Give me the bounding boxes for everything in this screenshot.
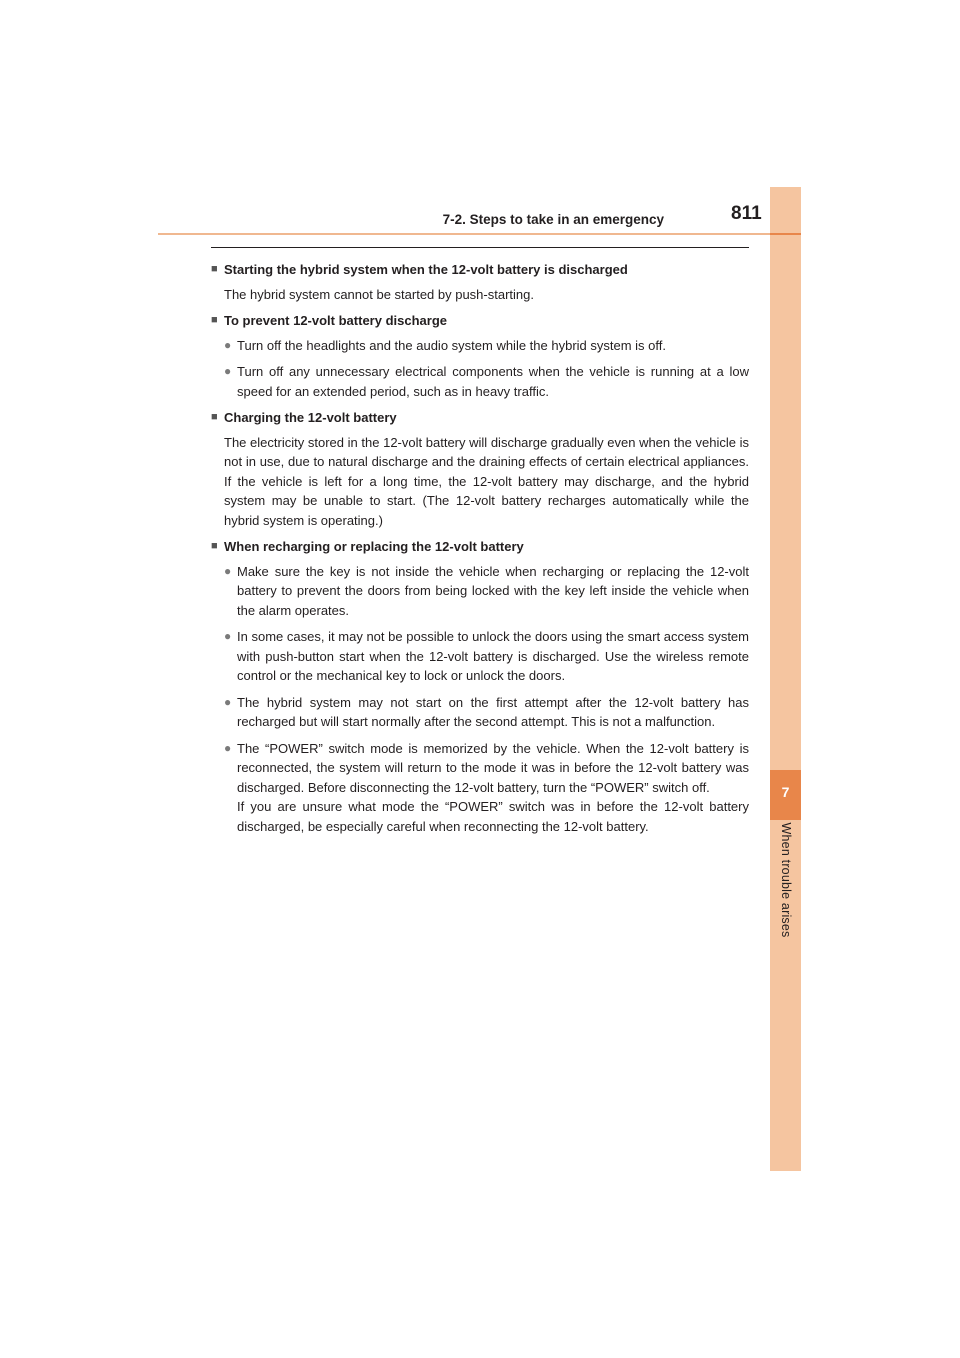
circle-bullet-icon: ● — [224, 694, 232, 709]
circle-bullet-icon: ● — [224, 563, 232, 578]
chapter-tab-strip — [770, 187, 801, 1171]
main-content — [211, 260, 749, 843]
list-item-text: Turn off any unnecessary electrical components when the vehicle is running at a low speed for an extended period, such as in heavy traffic. — [237, 364, 749, 399]
page-number: 811 — [731, 203, 762, 224]
list-item-text-continuation: If you are unsure what mode the “POWER” switch was in before the 12-volt battery discharged, be especially careful when reconnecting the 12-volt battery. — [237, 799, 749, 834]
square-bullet-icon: ■ — [211, 540, 218, 552]
list-item-text: Make sure the key is not inside the vehicle when recharging or replacing the 12-volt battery to prevent the doors from being locked with the key left inside the vehicle when the alarm operates. — [237, 563, 749, 618]
section-heading — [211, 260, 749, 280]
section-heading — [211, 311, 749, 331]
section-title: 7-2. Steps to take in an emergency — [442, 212, 664, 227]
header-rule — [158, 233, 800, 235]
list-item — [224, 739, 749, 837]
content-rule — [211, 247, 749, 248]
list-item-text: Turn off the headlights and the audio system while the hybrid system is off. — [237, 337, 666, 353]
section-heading — [211, 408, 749, 428]
list-item — [224, 336, 749, 356]
list-item — [224, 627, 749, 686]
list-item — [224, 362, 749, 401]
chapter-number: 7 — [781, 784, 790, 800]
list-item-text: The hybrid system may not start on the first attempt after the 12-volt battery has recharged but will start normally after the second attempt. This is not a malfunction. — [237, 694, 749, 729]
list-item-text-main: The “POWER” switch mode is memorized by the vehicle. When the 12-volt battery is reconnected, the system will return to the mode it was in before the 12-volt battery was discharged. Before disconnecting the 12-volt battery, turn the “POWER” switch off. — [237, 740, 749, 795]
list-item — [224, 693, 749, 732]
section-heading-text: Charging the 12-volt battery — [224, 410, 397, 425]
square-bullet-icon: ■ — [211, 263, 218, 275]
section-heading-text: When recharging or replacing the 12-volt battery — [224, 539, 524, 554]
square-bullet-icon: ■ — [211, 411, 218, 423]
circle-bullet-icon: ● — [224, 337, 232, 352]
paragraph: The electricity stored in the 12-volt battery will discharge gradually even when the vehicle is not in use, due to natural discharge and the draining effects of certain electrical appliances. If the vehicle is left for a long time, the 12-volt battery may discharge, and the hybrid system may be unable to start. (The 12-volt battery recharges automatically while the hybrid system is operating.) — [224, 434, 749, 528]
header-rule-accent — [770, 233, 801, 235]
chapter-label: When trouble arises — [779, 822, 793, 938]
square-bullet-icon: ■ — [211, 314, 218, 326]
list-item-text — [237, 739, 749, 837]
circle-bullet-icon: ● — [224, 740, 232, 755]
section-heading-text: To prevent 12-volt battery discharge — [224, 313, 447, 328]
section-heading-text: Starting the hybrid system when the 12-volt battery is discharged — [224, 262, 628, 277]
list-item-text: In some cases, it may not be possible to unlock the doors using the smart access system with push-button start when the 12-volt battery is discharged. Use the wireless remote control or the mechanical key to lock or unlock the doors. — [237, 629, 749, 683]
paragraph: The hybrid system cannot be started by push-starting. — [224, 286, 534, 302]
circle-bullet-icon: ● — [224, 629, 232, 643]
section-heading — [211, 537, 749, 557]
circle-bullet-icon: ● — [224, 364, 232, 378]
list-item — [224, 562, 749, 621]
